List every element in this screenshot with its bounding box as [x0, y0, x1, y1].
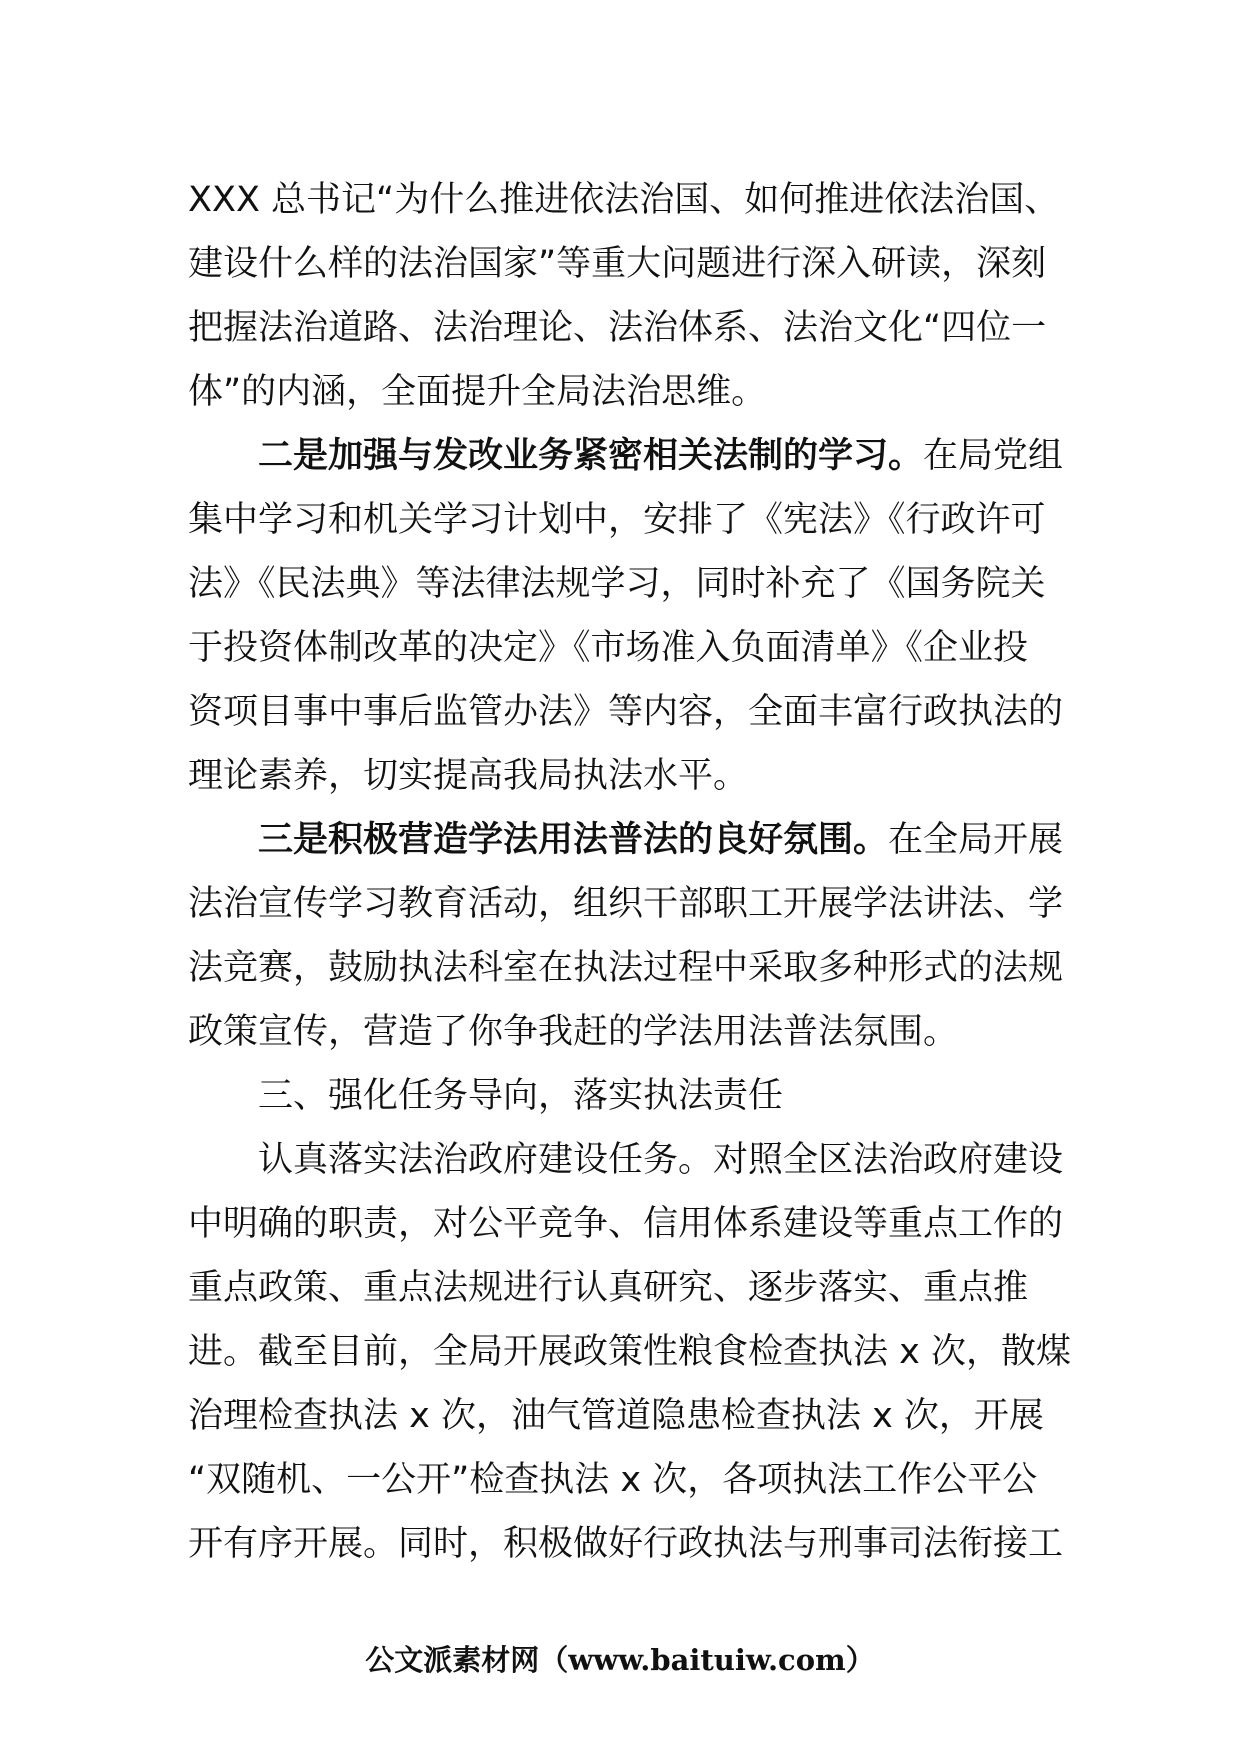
- section3-line-3: 政策宣传，营造了你争我赶的学法用法普法氛围。: [188, 1012, 959, 1052]
- section2-line-2: 法》《民法典》等法律法规学习，同时补充了《国务院关: [188, 564, 1046, 604]
- body-line-2: 建设什么样的法治国家”等重大问题进行深入研读，深刻: [188, 244, 1047, 284]
- para-last-line-1: 中明确的职责，对公平竞争、信用体系建设等重点工作的: [188, 1204, 1064, 1244]
- section2-heading: 二是加强与发改业务紧密相关法制的学习。: [258, 436, 924, 476]
- para-last-first-line: 认真落实法治政府建设任务。对照全区法治政府建设: [258, 1140, 1064, 1180]
- document-body: [188, 168, 1071, 1576]
- section3-heading: 三是积极营造学法用法普法的良好氛围。: [258, 820, 889, 860]
- section2-line-1: 集中学习和机关学习计划中，安排了《宪法》《行政许可: [188, 500, 1046, 540]
- para-last-line-6: 开有序开展。同时，积极做好行政执法与刑事司法衔接工: [188, 1524, 1064, 1564]
- section3-line-1: 法治宣传学习教育活动，组织干部职工开展学法讲法、学: [188, 884, 1064, 924]
- para-last-line-2: 重点政策、重点法规进行认真研究、逐步落实、重点推: [188, 1268, 1029, 1308]
- section3-first-line: [188, 808, 1064, 872]
- para-last-line-3: 进。截至目前，全局开展政策性粮食检查执法 x 次，散煤: [188, 1332, 1071, 1372]
- section2-line-5: 理论素养，切实提高我局执法水平。: [188, 756, 749, 796]
- section2-first-rest: 在局党组: [923, 436, 1064, 476]
- para-last-line-5: “双随机、一公开”检查执法 x 次，各项执法工作公平公: [188, 1460, 1038, 1500]
- footer-watermark: 公文派素材网（www.baituiw.com）: [365, 1643, 875, 1677]
- section2-line-3: 于投资体制改革的决定》《市场准入负面清单》《企业投: [188, 628, 1029, 668]
- section3-line-2: 法竞赛，鼓励执法科室在执法过程中采取多种形式的法规: [188, 948, 1064, 988]
- section-heading-3: 三、强化任务导向，落实执法责任: [258, 1076, 784, 1116]
- body-line-3: 把握法治道路、法治理论、法治体系、法治文化“四位一: [188, 308, 1047, 348]
- body-line-1: XXX 总书记“为什么推进依法治国、如何推进依法治国、: [188, 180, 1060, 220]
- body-line-4: 体”的内涵，全面提升全局法治思维。: [188, 372, 767, 412]
- section2-line-4: 资项目事中事后监管办法》等内容，全面丰富行政执法的: [188, 692, 1064, 732]
- section2-first-line: [188, 424, 1064, 488]
- para-last-line-4: 治理检查执法 x 次，油气管道隐患检查执法 x 次，开展: [188, 1396, 1044, 1436]
- section3-first-rest: 在全局开展: [888, 820, 1064, 860]
